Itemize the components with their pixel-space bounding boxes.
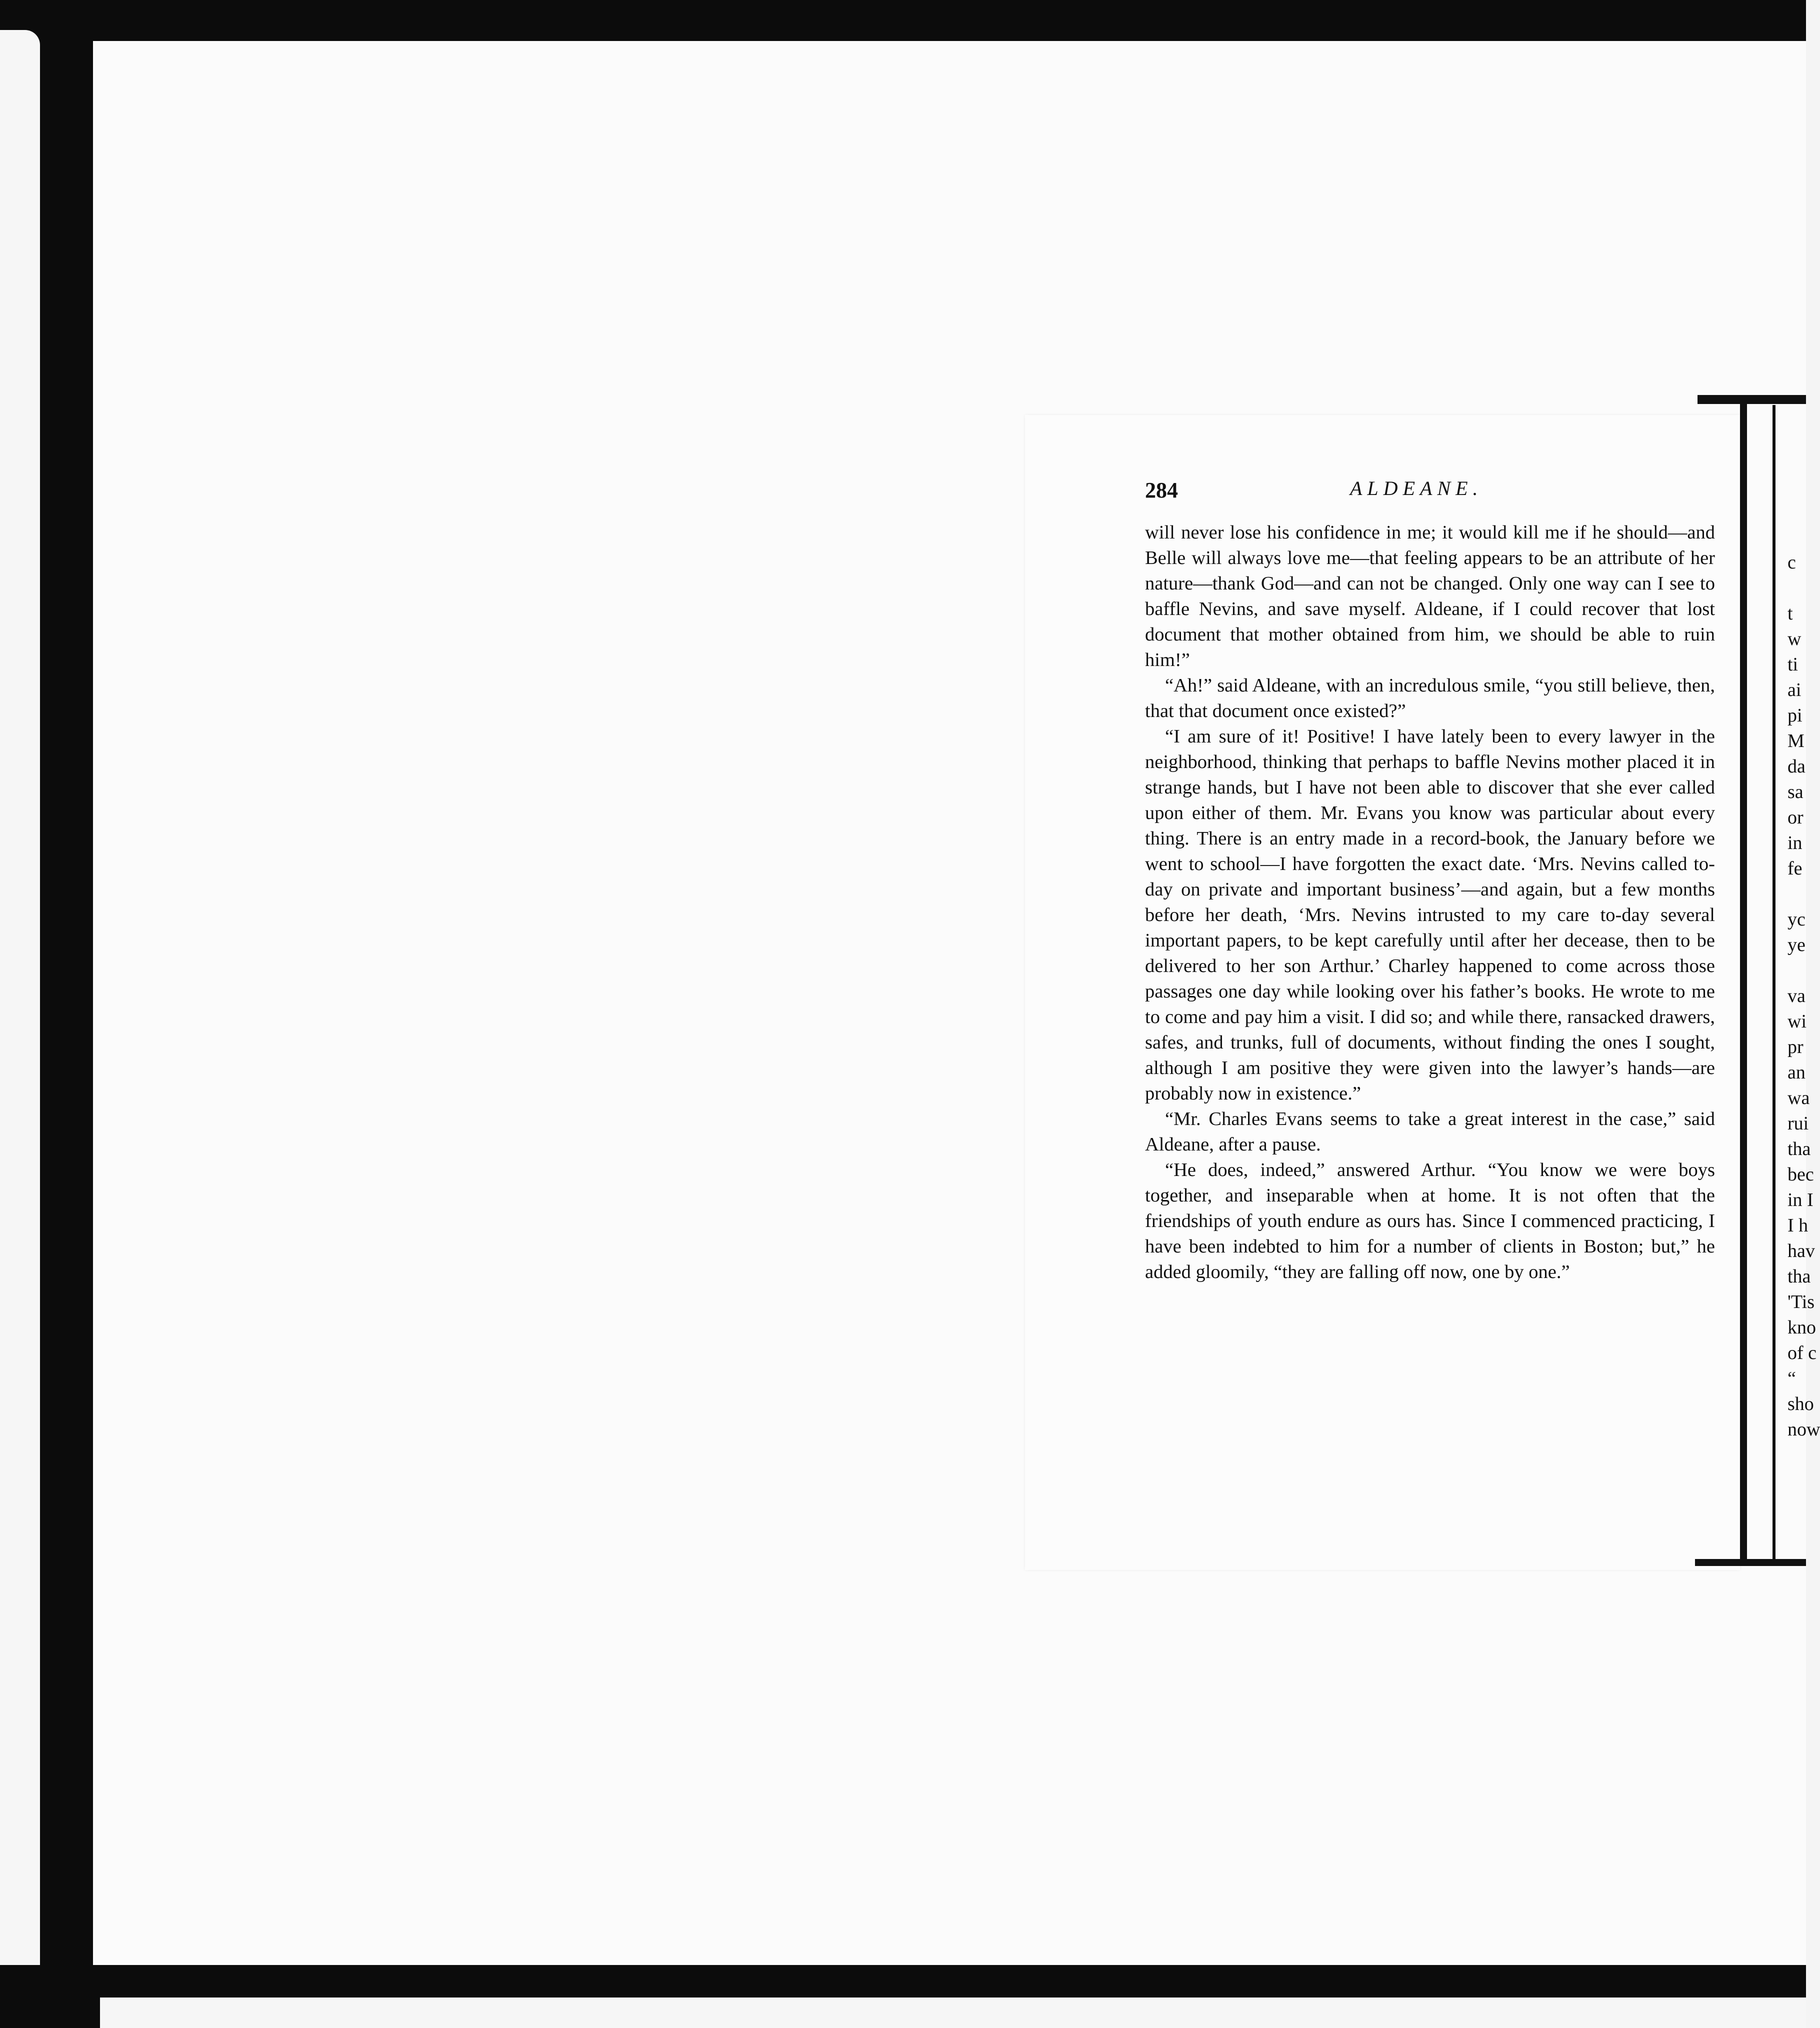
neighbor-line: an bbox=[1788, 1062, 1806, 1083]
neighbor-line: “ bbox=[1788, 1368, 1796, 1389]
page-number: 284 bbox=[1145, 478, 1178, 502]
neighbor-line: t bbox=[1788, 603, 1793, 624]
neighbor-line: M bbox=[1788, 730, 1804, 752]
neighbor-line: or bbox=[1788, 807, 1804, 828]
neighbor-line: in I bbox=[1788, 1190, 1814, 1210]
neighbor-line: pr bbox=[1788, 1036, 1804, 1058]
neighbor-line bbox=[1788, 958, 1808, 984]
bracket-bottom bbox=[1695, 1559, 1806, 1566]
neighbor-line: ye bbox=[1788, 934, 1806, 956]
neighbor-line: ti bbox=[1788, 654, 1798, 675]
neighbor-page-divider bbox=[1772, 405, 1776, 1560]
neighbor-line: now bbox=[1788, 1419, 1820, 1440]
neighbor-line: 'Tis bbox=[1788, 1292, 1815, 1312]
neighbor-line bbox=[1788, 882, 1808, 907]
bracket-vertical bbox=[1740, 400, 1747, 1565]
neighbor-line: rui bbox=[1788, 1113, 1809, 1134]
page-header bbox=[1145, 478, 1720, 508]
neighbor-line: of c bbox=[1788, 1342, 1817, 1364]
neighbor-line: c bbox=[1788, 552, 1796, 573]
neighbor-line: w bbox=[1788, 628, 1802, 650]
neighbor-line: va bbox=[1788, 986, 1806, 1006]
neighbor-line: kno bbox=[1788, 1317, 1816, 1338]
neighbor-line: wa bbox=[1788, 1088, 1810, 1108]
paragraph: “He does, indeed,” answered Arthur. “You know we were boys together, and inseparable when at home. It is not often that the friendships of youth endure as ours has. Since I commenced practicing, I have been indebted to him for a number of clients in Boston; but,” he added gloomily, “they are falling off now, one by one.” bbox=[1145, 1160, 1715, 1282]
paragraph: “Mr. Charles Evans seems to take a great interest in the case,” said Aldeane, after a pause. bbox=[1145, 1108, 1715, 1155]
paragraph: will never lose his confidence in me; it would kill me if he should—and Belle will always love me—that feeling appears to be an attribute of her nature—thank God—and can not be changed. Only one way can I see to baffle Nevins, and save myself. Aldeane, if I could recover that lost document that mother obtained from him, we should be able to ruin him!” bbox=[1145, 522, 1715, 670]
neighbor-line: da bbox=[1788, 756, 1806, 777]
neighbor-line: ai bbox=[1788, 680, 1802, 700]
neighbor-page-fragment bbox=[1788, 550, 1820, 1442]
body-text bbox=[1145, 520, 1715, 1285]
neighbor-line: in bbox=[1788, 832, 1802, 854]
neighbor-line: I h bbox=[1788, 1215, 1808, 1236]
paragraph: “Ah!” said Aldeane, with an incredulous smile, “you still believe, then, that that document once existed?” bbox=[1145, 675, 1715, 722]
scan-frame-top bbox=[0, 0, 1806, 41]
running-head: ALDEANE. bbox=[1350, 477, 1483, 500]
neighbor-line: wi bbox=[1788, 1011, 1806, 1032]
scan-frame-bottom-edge bbox=[100, 1998, 1806, 2028]
neighbor-line: sho bbox=[1788, 1394, 1814, 1414]
neighbor-line: tha bbox=[1788, 1266, 1811, 1287]
neighbor-line: hav bbox=[1788, 1240, 1815, 1262]
paragraph: “I am sure of it! Positive! I have lately been to every lawyer in the neighborhood, thinking that perhaps to baffle Nevins mother placed it in strange hands, but I have not been able to discover that she ever called upon either of them. Mr. Evans you know was particular about every thing. There is an entry made in a record-book, the January before we went to school—I have forgotten the exact date. ‘Mrs. Nevins called to-day on private and important business’—and again, but a few months before her death, ‘Mrs. Nevins intrusted to my care to-day several important papers, to be kept carefully until after her decease, then to be delivered to her son Arthur.’ Charley happened to come across those passages one day while looking over his father’s books. He wrote to me to come and pay him a visit. I did so; and while there, ransacked drawers, safes, and trunks, full of documents, without finding the ones I sought, although I am positive they were given into the lawyer’s hands—are probably now in existence.” bbox=[1145, 726, 1715, 1104]
scan-frame-left-edge bbox=[0, 30, 40, 1980]
neighbor-line: bec bbox=[1788, 1164, 1814, 1185]
neighbor-line: sa bbox=[1788, 782, 1804, 802]
neighbor-line bbox=[1788, 576, 1808, 601]
neighbor-line: pi bbox=[1788, 705, 1802, 726]
bracket-top bbox=[1698, 395, 1806, 404]
neighbor-line: tha bbox=[1788, 1138, 1811, 1160]
neighbor-line: fe bbox=[1788, 858, 1802, 879]
neighbor-line: yc bbox=[1788, 909, 1806, 930]
